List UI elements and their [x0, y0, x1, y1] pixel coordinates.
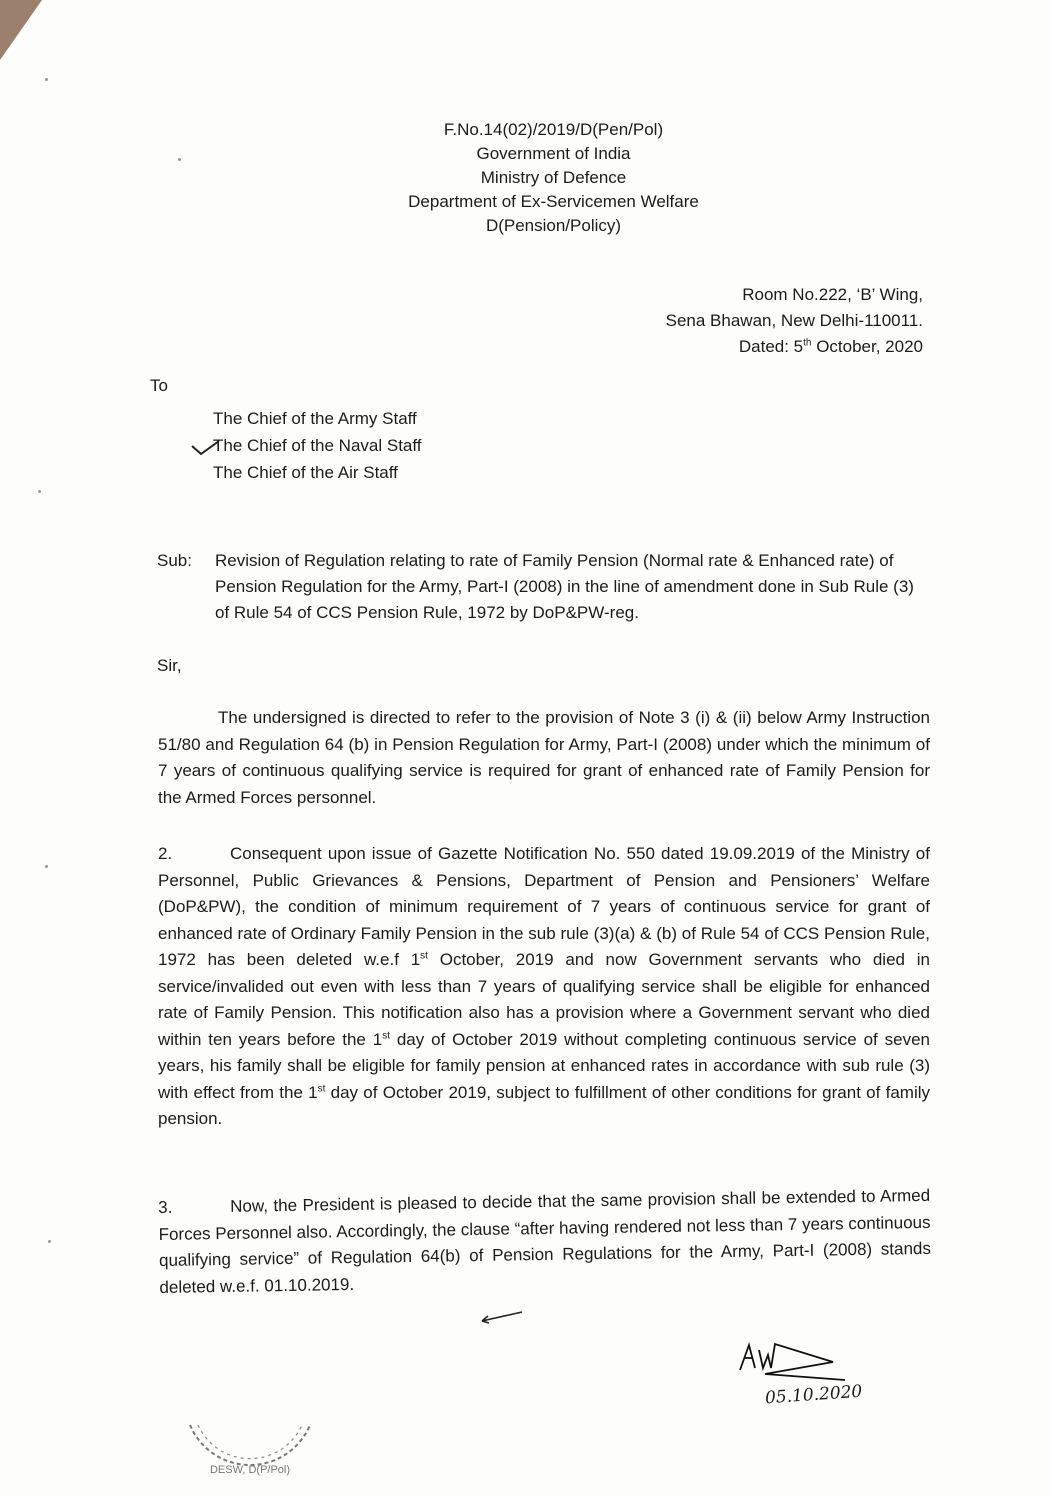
- recipient-list: [213, 405, 422, 486]
- room-line: Room No.222, ‘B’ Wing,: [742, 285, 923, 304]
- scan-speck: [48, 1240, 51, 1243]
- subject-text: Revision of Regulation relating to rate of Family Pension (Normal rate & Enhanced rate) of Pension Regulation for the Army, Part-I (2008) in the line of amendment done in Sub Rule (3) of Rule 54 of CCS Pension Rule, 1972 by DoP&PW-reg.: [215, 551, 914, 622]
- subject-block: [157, 548, 927, 626]
- paragraph-number: 2.: [158, 844, 173, 863]
- subject-label: Sub:: [157, 551, 192, 570]
- letter-header: [0, 118, 1051, 238]
- scan-speck: [45, 865, 48, 868]
- scan-speck: [45, 78, 48, 81]
- page-corner-shadow: [0, 0, 42, 60]
- signature-mark: [735, 1340, 875, 1420]
- paragraph-text: day of October 2019 without completing continuous service of seven years, his family shall be eligible for family pension at enhanced rates in accordance with sub rule (3) with effect from the 1: [158, 1029, 930, 1102]
- paragraph-text: Now, the President is pleased to decide that the same provision shall be extended to Armed Forces Personnel also. Accordingly, the clause “after having rendered not less than 7 years continuous qualifying service” of Regulation 64(b) of Pension Regulations for the Army, Part-I (2008) stands deleted w.e.f. 01.10.2019.: [158, 1185, 932, 1297]
- building-line: Sena Bhawan, New Delhi-110011.: [665, 311, 923, 330]
- ministry-name: Ministry of Defence: [480, 168, 627, 187]
- ordinal-sup: st: [382, 1029, 390, 1041]
- paragraph-2: [158, 841, 930, 1133]
- seal-text: DESW, D(P/Pol): [209, 1464, 291, 1476]
- handwritten-tick-icon: [191, 440, 221, 456]
- recipient-item: The Chief of the Army Staff: [213, 409, 417, 428]
- paragraph-text: day of October 2019, subject to fulfillment of other conditions for grant of family pension.: [158, 1082, 931, 1128]
- scan-speck: [38, 490, 41, 493]
- ordinal-sup: st: [420, 950, 428, 962]
- file-number: F.No.14(02)/2019/D(Pen/Pol): [443, 120, 664, 139]
- govt-name: Government of India: [476, 144, 631, 163]
- date-sup: th: [803, 337, 812, 349]
- paragraph-text: Consequent upon issue of Gazette Notification No. 550 dated 19.09.2019 of the Ministry of Personnel, Public Grievances & Pensions, Department of Pension and Pensioners’ Welfare (DoP&PW), the condition of minimum requirement of 7 years of continuous service for grant of enhanced rate of Ordinary Family Pension in the sub rule (3)(a) & (b) of Rule 54 of CCS Pension Rule, 1972 has been deleted w.e.f 1: [158, 844, 930, 969]
- salutation: Sir,: [157, 656, 182, 675]
- recipient-item: The Chief of the Naval Staff: [213, 436, 422, 455]
- date-line: [666, 334, 923, 360]
- to-label: To: [150, 376, 168, 395]
- paragraph-1: The undersigned is directed to refer to the provision of Note 3 (i) & (ii) below Army Instruction 51/80 and Regulation 64 (b) in Pension Regulation for Army, Part-I (2008) under which the minimum of 7 years of continuous qualifying service is required for grant of enhanced rate of Family Pension for the Armed Forces personnel.: [158, 708, 930, 807]
- paragraph-text: October, 2019 and now Government servants who died in service/invalided out even with less than 7 years of qualifying service shall be eligible for enhanced rate of Family Pension. This notification also has a provision where a Government servant who died within ten years before the 1: [158, 950, 930, 1049]
- handwritten-arrow-icon: [478, 1310, 523, 1324]
- sender-address: [666, 282, 923, 360]
- paragraph-number: 3.: [158, 1197, 173, 1217]
- signature-date: 05.10.2020: [764, 1381, 863, 1409]
- date-prefix: Dated: 5: [738, 337, 804, 356]
- division-name: D(Pension/Policy): [485, 216, 622, 235]
- date-suffix: October, 2020: [811, 337, 923, 356]
- paragraph-3: [158, 1183, 932, 1301]
- department-name: Department of Ex-Servicemen Welfare: [408, 192, 699, 211]
- recipient-item: The Chief of the Air Staff: [213, 463, 398, 482]
- ordinal-sup: st: [317, 1082, 326, 1094]
- office-seal-stamp: [180, 1395, 320, 1495]
